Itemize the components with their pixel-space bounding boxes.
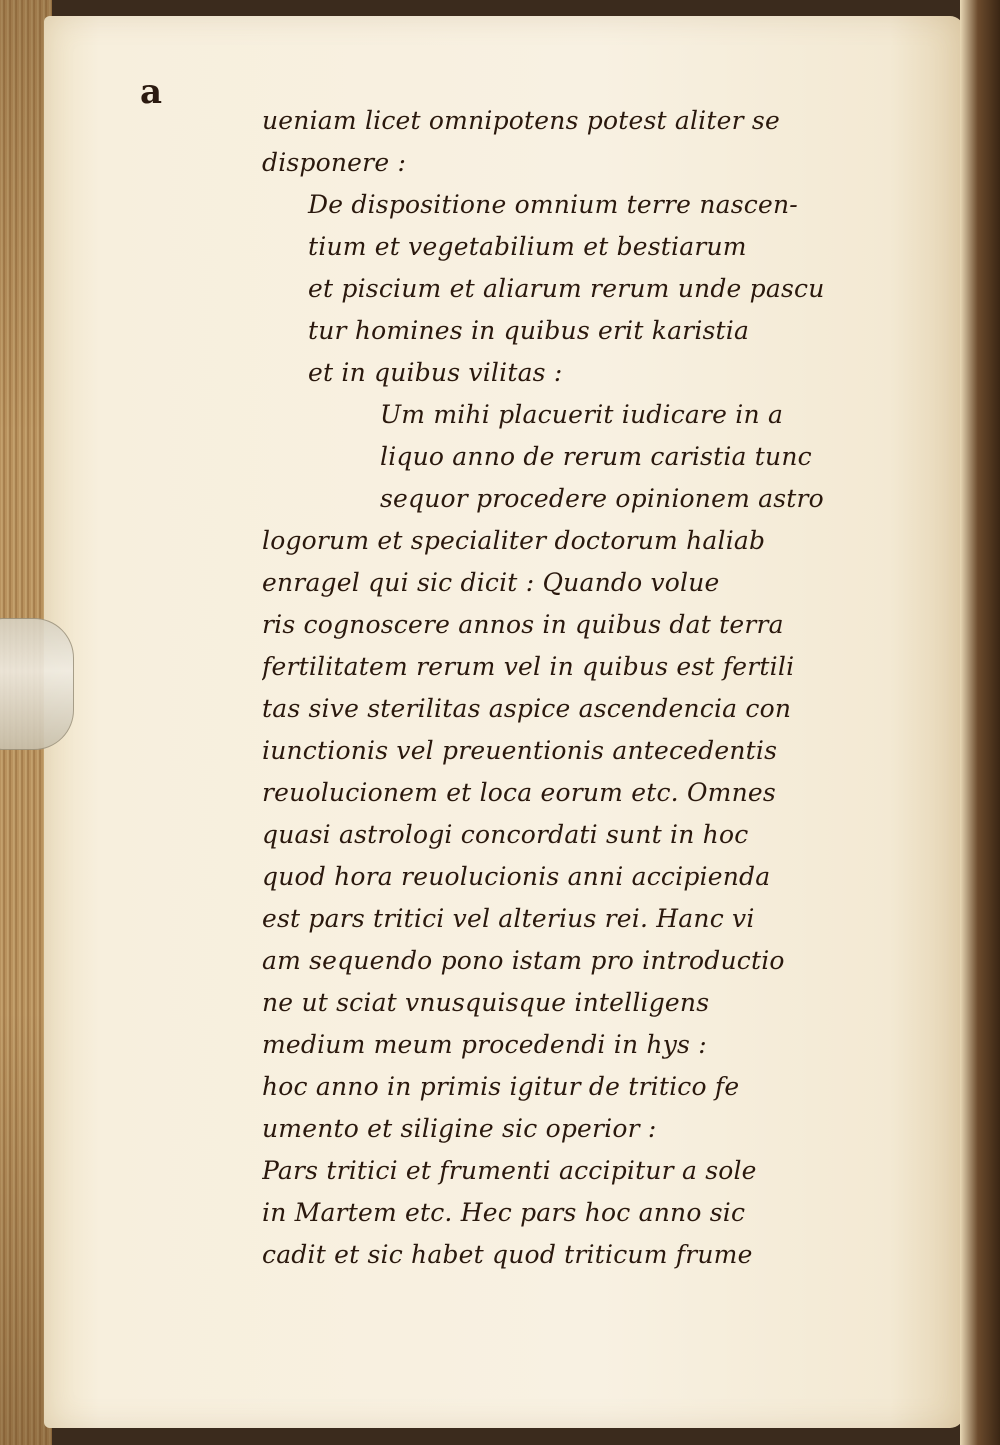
text-line: disponere : xyxy=(262,148,407,177)
text-line: liquo anno de rerum caristia tunc xyxy=(380,442,812,471)
text-line: fertilitatem rerum vel in quibus est fertili xyxy=(262,652,795,681)
text-line: cadit et sic habet quod triticum frume xyxy=(262,1240,753,1269)
page-clip xyxy=(0,618,74,750)
text-line: et piscium et aliarum rerum unde pascu xyxy=(308,274,825,303)
text-line: reuolucionem et loca eorum etc. Omnes xyxy=(262,778,776,807)
text-line: iunctionis vel preuentionis antecedentis xyxy=(262,736,778,765)
text-line: tur homines in quibus erit karistia xyxy=(308,316,750,345)
text-line: in Martem etc. Hec pars hoc anno sic xyxy=(262,1198,746,1227)
text-line: De dispositione omnium terre nascen- xyxy=(308,190,798,219)
text-line: tium et vegetabilium et bestiarum xyxy=(308,232,747,261)
text-line: quasi astrologi concordati sunt in hoc xyxy=(262,820,749,849)
text-line: et in quibus vilitas : xyxy=(308,358,563,387)
text-line: logorum et specialiter doctorum haliab xyxy=(262,526,766,555)
text-line: quod hora reuolucionis anni accipienda xyxy=(262,862,771,891)
text-line: hoc anno in primis igitur de tritico fe xyxy=(262,1072,740,1101)
folio-mark: a xyxy=(140,72,163,112)
text-line: est pars tritici vel alterius rei. Hanc vi xyxy=(262,904,755,933)
text-line: Um mihi placuerit iudicare in a xyxy=(380,400,784,429)
text-line: am sequendo pono istam pro introductio xyxy=(262,946,785,975)
text-line: ueniam licet omnipotens potest aliter se xyxy=(262,106,780,135)
text-line: umento et siligine sic operior : xyxy=(262,1114,657,1143)
binding-edge xyxy=(960,0,1000,1445)
text-line: medium meum procedendi in hys : xyxy=(262,1030,707,1059)
text-line: ris cognoscere annos in quibus dat terra xyxy=(262,610,784,639)
text-line: tas sive sterilitas aspice ascendencia con xyxy=(262,694,792,723)
text-line: ne ut sciat vnusquisque intelligens xyxy=(262,988,710,1017)
text-line: sequor procedere opinionem astro xyxy=(380,484,824,513)
manuscript-text-block xyxy=(262,100,912,1276)
text-line: Pars tritici et frumenti accipitur a sole xyxy=(262,1156,757,1185)
text-line: enragel qui sic dicit : Quando volue xyxy=(262,568,720,597)
